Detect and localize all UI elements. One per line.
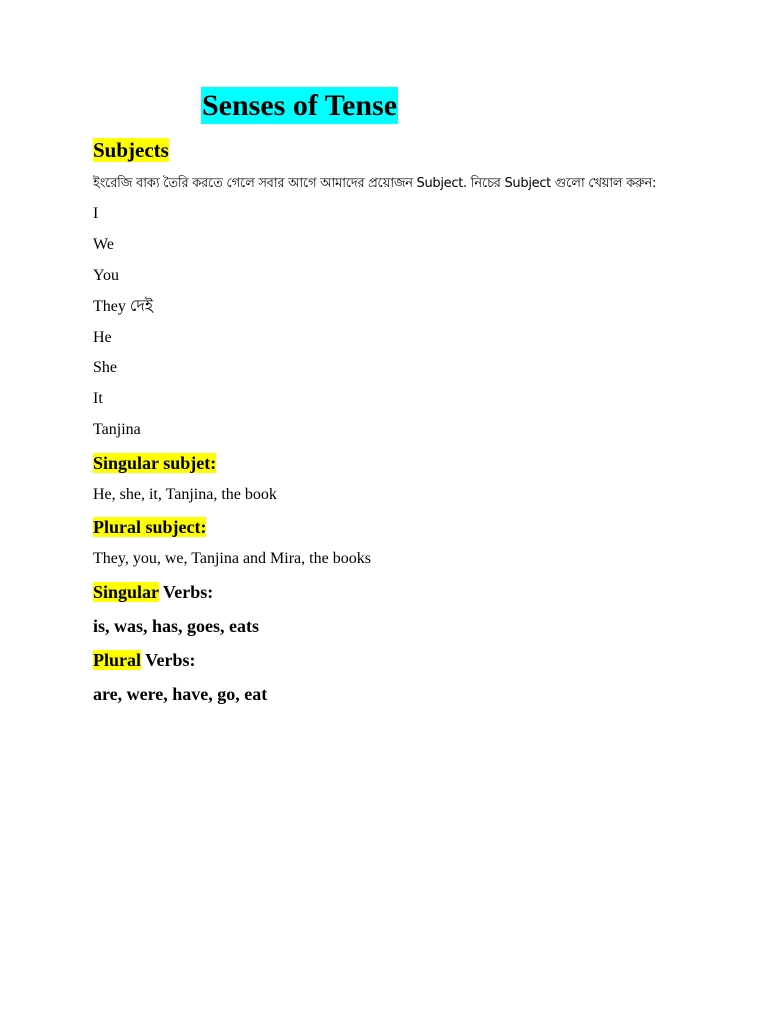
subject-item: We	[93, 236, 114, 253]
singular-verbs-examples: is, was, has, goes, eats	[93, 616, 260, 636]
subject-item: He	[93, 329, 112, 346]
subject-item: I	[93, 205, 99, 222]
intro-paragraph: ইংরেজি বাক্য তৈরি করতে গেলে সবার আগে আমাদের প্রয়োজন Subject. নিচের Subject গুলো খেয়াল করুন:	[93, 176, 657, 191]
subject-item: She	[93, 359, 117, 376]
singular-verbs-heading-rest: Verbs:	[158, 582, 214, 602]
subject-item: Tanjina	[93, 421, 141, 438]
singular-subject-examples: He, she, it, Tanjina, the book	[93, 486, 277, 503]
subject-item: They দেই	[93, 298, 154, 315]
plural-subject-examples: They, you, we, Tanjina and Mira, the books	[93, 550, 371, 567]
singular-verbs-heading	[93, 580, 213, 604]
document-title: Senses of Tense	[202, 89, 398, 122]
plural-verbs-examples: are, were, have, go, eat	[93, 684, 268, 704]
singular-verbs-heading-highlight: Singular	[93, 582, 159, 602]
singular-subject-heading-text: Singular subjet:	[93, 453, 217, 473]
subject-item: You	[93, 267, 119, 284]
singular-subject-heading	[93, 451, 216, 475]
plural-subject-heading	[93, 515, 206, 539]
subjects-heading	[93, 136, 169, 164]
plural-verbs-heading-highlight: Plural	[93, 650, 141, 670]
subjects-heading-text: Subjects	[93, 138, 169, 162]
plural-verbs-heading-rest: Verbs:	[141, 650, 196, 670]
plural-verbs-heading	[93, 648, 196, 672]
subject-item: It	[93, 390, 103, 407]
plural-subject-heading-text: Plural subject:	[93, 517, 207, 537]
